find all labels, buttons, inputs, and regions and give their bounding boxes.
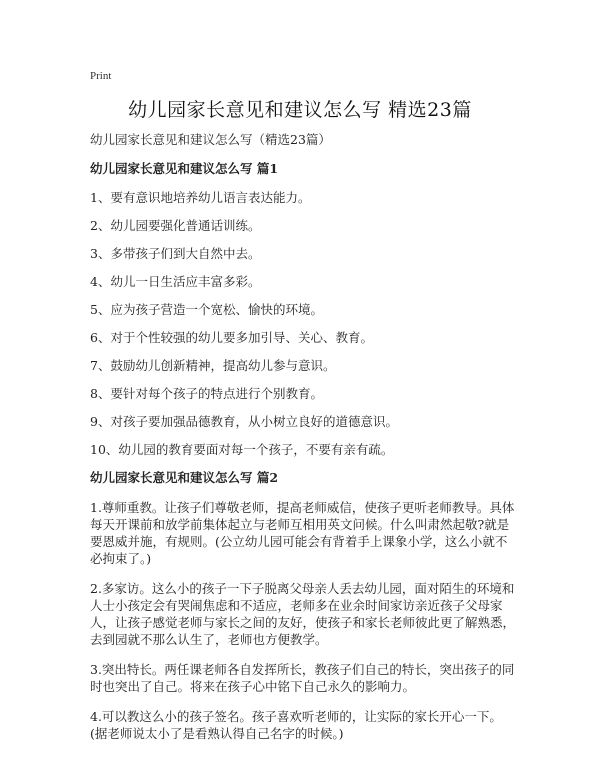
document-body: [90, 132, 515, 755]
document-title: 幼儿园家长意见和建议怎么写 精选23篇: [128, 99, 472, 121]
section-heading-2: 幼儿园家长意见和建议怎么写 篇2: [90, 470, 279, 485]
section-heading-1: 幼儿园家长意见和建议怎么写 篇1: [90, 161, 279, 176]
list-item: 3、多带孩子们到大自然中去。: [90, 246, 261, 261]
list-item: 10、幼儿园的教育要面对每一个孩子，不要有亲有疏。: [90, 442, 394, 457]
list-item: 1、要有意识地培养幼儿语言表达能力。: [90, 190, 311, 205]
document-subtitle: 幼儿园家长意见和建议怎么写（精选23篇）: [90, 132, 331, 147]
print-label: Print: [90, 70, 112, 82]
list-item: 5、应为孩子营造一个宽松、愉快的环境。: [90, 302, 323, 317]
list-item: 4、幼儿一日生活应丰富多彩。: [90, 274, 261, 289]
list-item: 9、对孩子要加强品德教育，从小树立良好的道德意识。: [90, 414, 398, 429]
paragraph: 4.可以教这么小的孩子签名。孩子喜欢听老师的，让实际的家长开心一下。(据老师说太小了是看熟认得自己名字的时候。): [90, 709, 502, 741]
section-2-paragraphs: [90, 499, 515, 742]
paragraph: 1.尊师重教。让孩子们尊敬老师，提高老师威信，使孩子更听老师教导。具体每天开课前和放学前集体起立与老师互相用英文问候。什么叫肃然起敬?就是要恩威并施，有规则。(公立幼儿园可能会有背着手上课象小学，这么小就不必拘束了。): [90, 500, 515, 566]
list-item: 2、幼儿园要强化普通话训练。: [90, 218, 261, 233]
list-item: 6、对于个性较强的幼儿要多加引导、关心、教育。: [90, 330, 373, 345]
paragraph: 2.多家访。这么小的孩子一下子脱离父母亲人丢去幼儿园，面对陌生的环境和人士小孩定会有哭闹焦虑和不适应，老师多在业余时间家访亲近孩子父母家人，让孩子感觉老师与家长之间的友好，使孩子和家长老师彼此更了解熟悉，去到园就不那么认生了，老师也方便教学。: [90, 581, 516, 647]
paragraph: 3.突出特长。两任课老师各自发挥所长，教孩子们自己的特长，突出孩子的同时也突出了自己。将来在孩子心中铭下自己永久的影响力。: [90, 662, 515, 694]
list-item: 8、要针对每个孩子的特点进行个别教育。: [90, 386, 323, 401]
list-item: 7、鼓励幼儿创新精神，提高幼儿参与意识。: [90, 358, 336, 373]
section-1-list: [90, 190, 515, 458]
